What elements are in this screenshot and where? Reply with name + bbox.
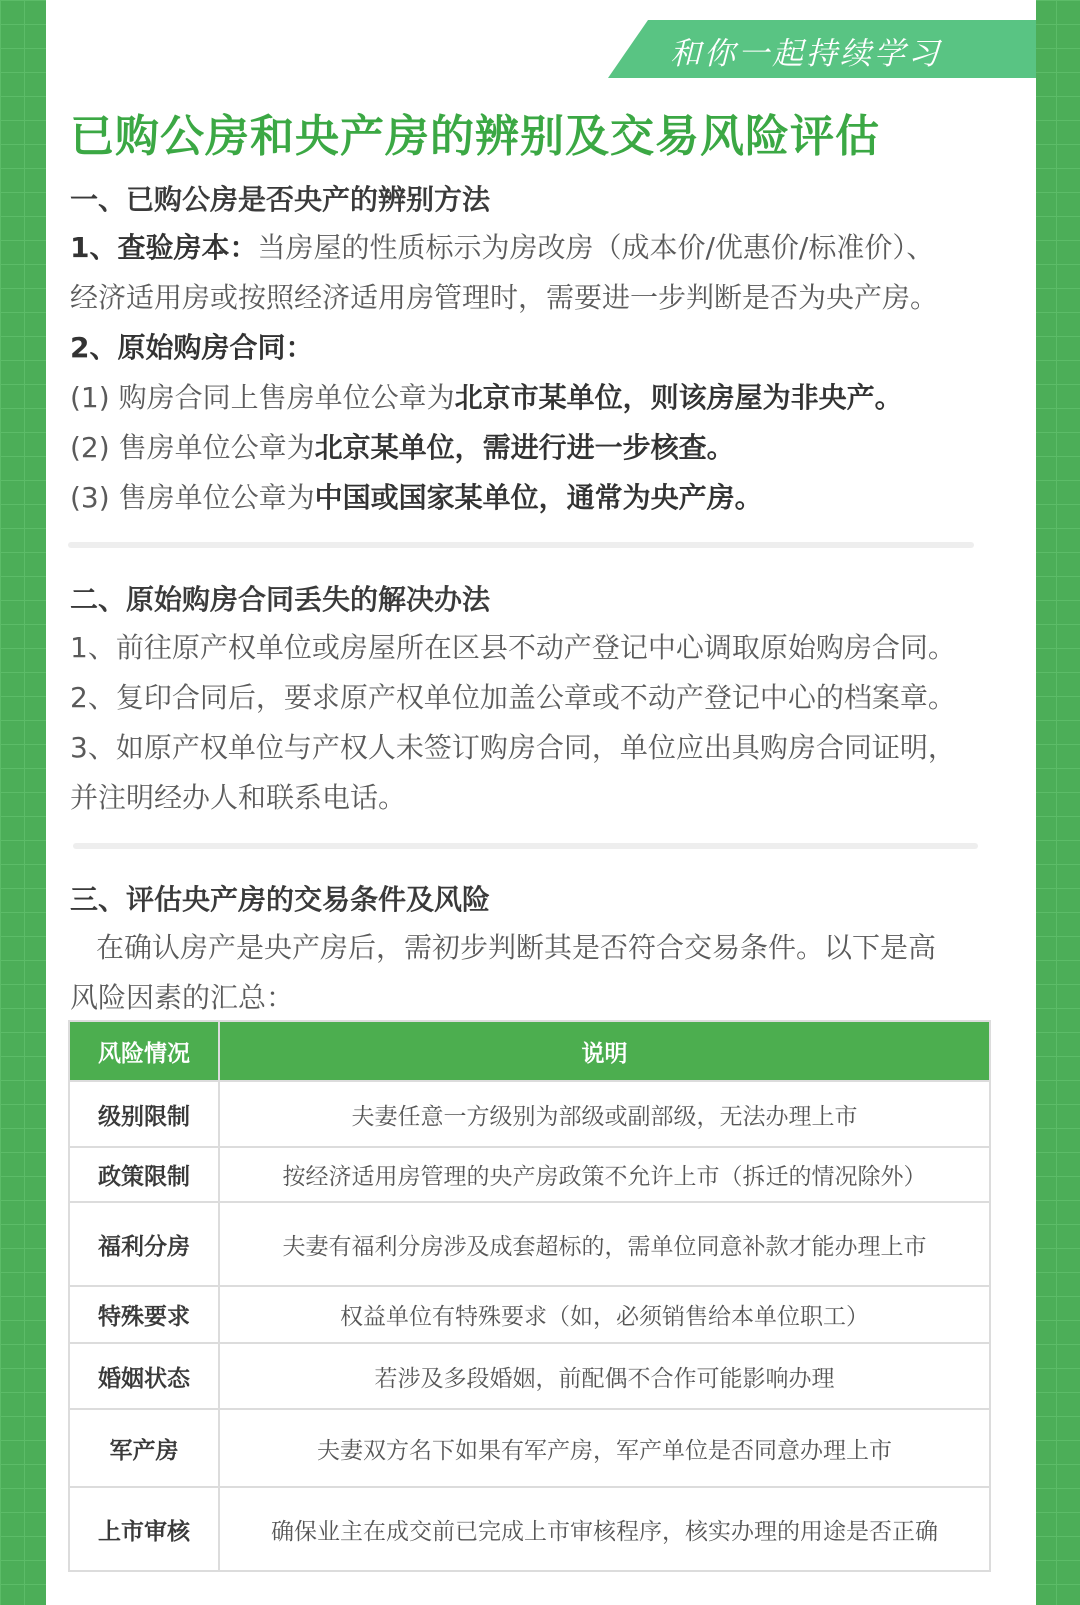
table-row bbox=[69, 1286, 990, 1343]
risk-desc: 夫妻有福利分房涉及成套超标的，需单位同意补款才能办理上市 bbox=[219, 1202, 990, 1286]
item1-text: 当房屋的性质标示为房改房（成本价/优惠价/标准价）、 bbox=[257, 231, 935, 264]
point1-bold: 北京市某单位，则该房屋为非央产。 bbox=[454, 381, 903, 414]
risk-desc: 夫妻双方名下如果有军产房，军产单位是否同意办理上市 bbox=[219, 1409, 990, 1487]
risk-table bbox=[68, 1020, 991, 1572]
risk-desc: 确保业主在成交前已完成上市审核程序，核实办理的用途是否正确 bbox=[219, 1487, 990, 1571]
risk-key: 上市审核 bbox=[69, 1487, 219, 1571]
risk-key: 级别限制 bbox=[69, 1081, 219, 1147]
section3-intro: 在确认房产是央产房后，需初步判断其是否符合交易条件。以下是高 bbox=[96, 931, 937, 964]
risk-desc: 权益单位有特殊要求（如，必须销售给本单位职工） bbox=[219, 1286, 990, 1343]
risk-key: 婚姻状态 bbox=[69, 1343, 219, 1409]
section1-point3 bbox=[70, 478, 1036, 518]
risk-key: 政策限制 bbox=[69, 1147, 219, 1202]
table-row bbox=[69, 1343, 990, 1409]
header-desc: 说明 bbox=[219, 1021, 990, 1081]
risk-key: 军产房 bbox=[69, 1409, 219, 1487]
section1-item1 bbox=[70, 228, 1036, 268]
divider-1 bbox=[68, 542, 974, 548]
section1-item2 bbox=[70, 328, 1036, 368]
point1-plain: (1) 购房合同上售房单位公章为 bbox=[70, 381, 455, 414]
section3-heading: 三、评估央产房的交易条件及风险 bbox=[70, 883, 491, 916]
table-row bbox=[69, 1081, 990, 1147]
point2-plain: (2) 售房单位公章为 bbox=[70, 431, 315, 464]
section2-heading: 二、原始购房合同丢失的解决办法 bbox=[70, 583, 491, 616]
section1-point2 bbox=[70, 428, 1036, 468]
page-title: 已购公房和央产房的辨别及交易风险评估 bbox=[70, 111, 880, 162]
section1-point1 bbox=[70, 378, 1036, 418]
risk-desc: 夫妻任意一方级别为部级或副部级，无法办理上市 bbox=[219, 1081, 990, 1147]
section1-heading: 一、已购公房是否央产的辨别方法 bbox=[70, 183, 491, 216]
item2-label: 2、原始购房合同： bbox=[70, 331, 314, 364]
table-row bbox=[69, 1487, 990, 1571]
section2-line1: 1、前往原产权单位或房屋所在区县不动产登记中心调取原始购房合同。 bbox=[70, 631, 956, 664]
slogan-text: 和你一起持续学习 bbox=[670, 36, 942, 72]
point2-bold: 北京某单位，需进行进一步核查。 bbox=[314, 431, 735, 464]
header-risk: 风险情况 bbox=[69, 1021, 219, 1081]
divider-2 bbox=[73, 843, 978, 849]
risk-key: 福利分房 bbox=[69, 1202, 219, 1286]
point3-plain: (3) 售房单位公章为 bbox=[70, 481, 315, 514]
point3-bold: 中国或国家某单位，通常为央产房。 bbox=[314, 481, 763, 514]
table-row bbox=[69, 1202, 990, 1286]
risk-desc: 若涉及多段婚姻，前配偶不合作可能影响办理 bbox=[219, 1343, 990, 1409]
table-header-row bbox=[69, 1021, 990, 1081]
section2-line2: 2、复印合同后，要求原产权单位加盖公章或不动产登记中心的档案章。 bbox=[70, 681, 956, 714]
table-row bbox=[69, 1147, 990, 1202]
section1-item1-cont: 经济适用房或按照经济适用房管理时，需要进一步判断是否为央产房。 bbox=[70, 281, 939, 314]
table-row bbox=[69, 1409, 990, 1487]
risk-key: 特殊要求 bbox=[69, 1286, 219, 1343]
section3-intro-cont: 风险因素的汇总： bbox=[70, 981, 295, 1014]
item1-label: 1、查验房本： bbox=[70, 231, 258, 264]
section2-line3: 3、如原产权单位与产权人未签订购房合同，单位应出具购房合同证明， bbox=[70, 731, 956, 764]
risk-desc: 按经济适用房管理的央产房政策不允许上市（拆迁的情况除外） bbox=[219, 1147, 990, 1202]
section2-line3-cont: 并注明经办人和联系电话。 bbox=[70, 781, 407, 814]
